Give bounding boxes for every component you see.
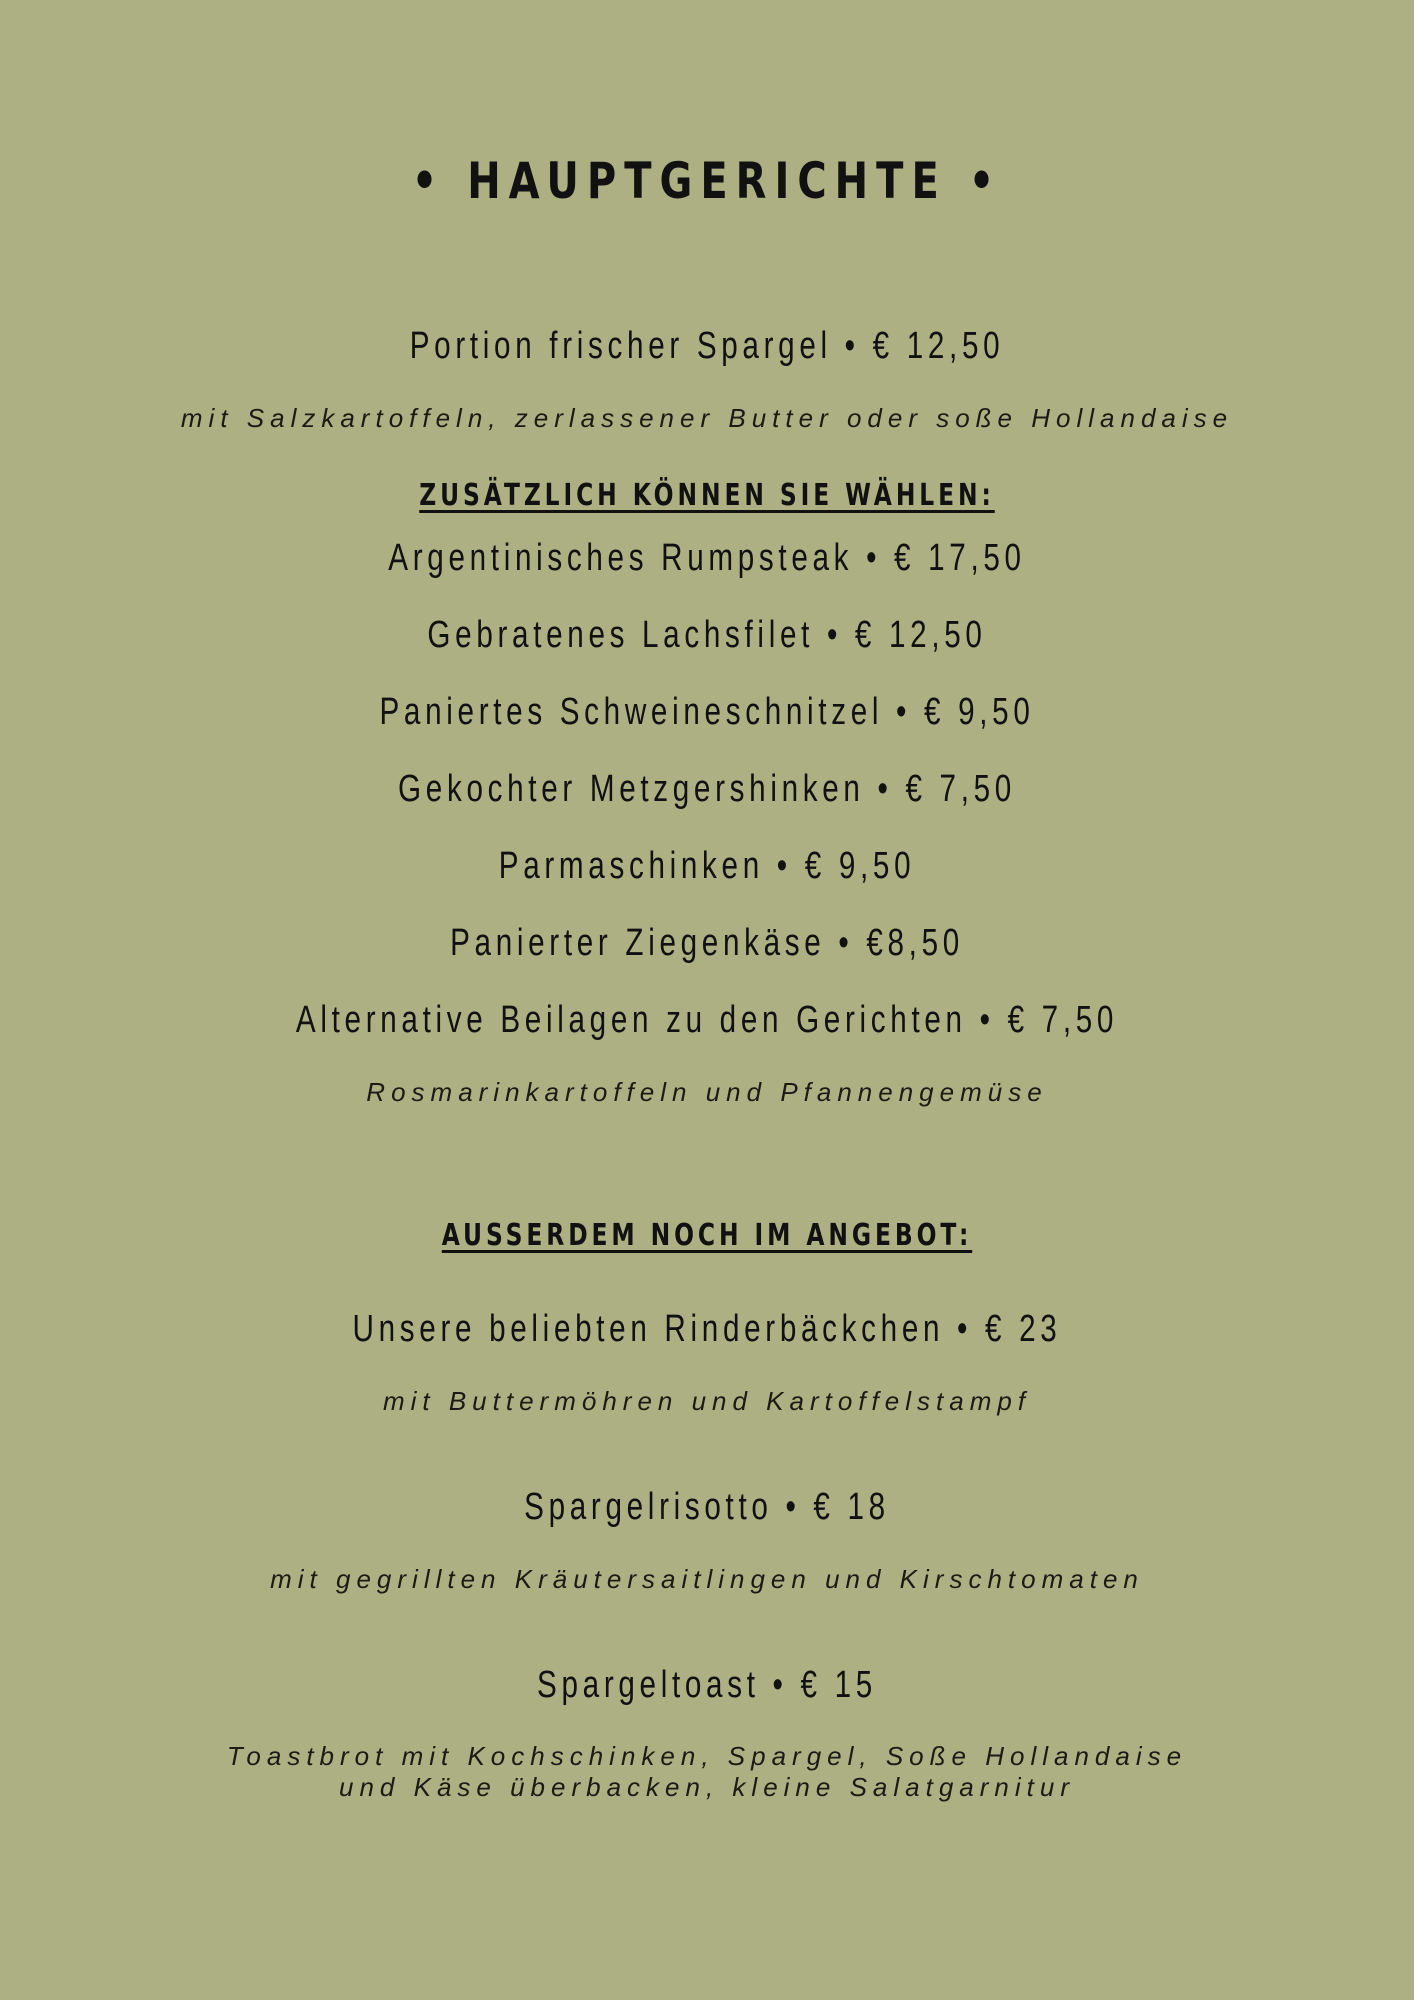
alternative-sides-description: Rosmarinkartoffeln und Pfannengemüse — [366, 1077, 1048, 1107]
offer-dish-asparagus-risotto: Spargelrisotto • € 18 — [524, 1486, 890, 1528]
extra-item-rumpsteak: Argentinisches Rumpsteak • € 17,50 — [388, 537, 1026, 579]
dish-asparagus: Portion frischer Spargel • € 12,50 — [409, 325, 1005, 367]
offer-dish-asparagus-toast-description — [0, 1741, 1414, 1803]
extras-heading: ZUSÄTZLICH KÖNNEN SIE WÄHLEN: — [419, 478, 995, 513]
extra-item-alternative-sides: Alternative Beilagen zu den Gerichten • € 7,50 — [295, 999, 1119, 1041]
extra-item-parma-ham: Parmaschinken • € 9,50 — [498, 845, 916, 887]
offer-dish-beef-cheeks-description: mit Buttermöhren und Kartoffelstampf — [382, 1386, 1032, 1416]
page-title: • HAUPTGERICHTE • — [411, 152, 1003, 210]
dish-asparagus-description: mit Salzkartoffeln, zerlassener Butter oder soße Hollandaise — [180, 403, 1234, 433]
extra-item-salmon: Gebratenes Lachsfilet • € 12,50 — [427, 614, 987, 656]
asparagus-toast-description-line-2: und Käse überbacken, kleine Salatgarnitur — [339, 1772, 1075, 1802]
offer-dish-asparagus-toast: Spargeltoast • € 15 — [537, 1664, 877, 1706]
extra-item-goat-cheese: Panierter Ziegenkäse • €8,50 — [450, 922, 964, 964]
extra-item-schnitzel: Paniertes Schweineschnitzel • € 9,50 — [379, 691, 1035, 733]
offer-heading: AUSSERDEM NOCH IM ANGEBOT: — [441, 1218, 973, 1253]
offer-dish-asparagus-risotto-description: mit gegrillten Kräutersaitlingen und Kirschtomaten — [270, 1564, 1144, 1594]
offer-dish-beef-cheeks: Unsere beliebten Rinderbäckchen • € 23 — [352, 1308, 1062, 1350]
extra-item-ham: Gekochter Metzgershinken • € 7,50 — [398, 768, 1016, 810]
asparagus-toast-description-line-1: Toastbrot mit Kochschinken, Spargel, Soße Hollandaise — [226, 1741, 1188, 1771]
